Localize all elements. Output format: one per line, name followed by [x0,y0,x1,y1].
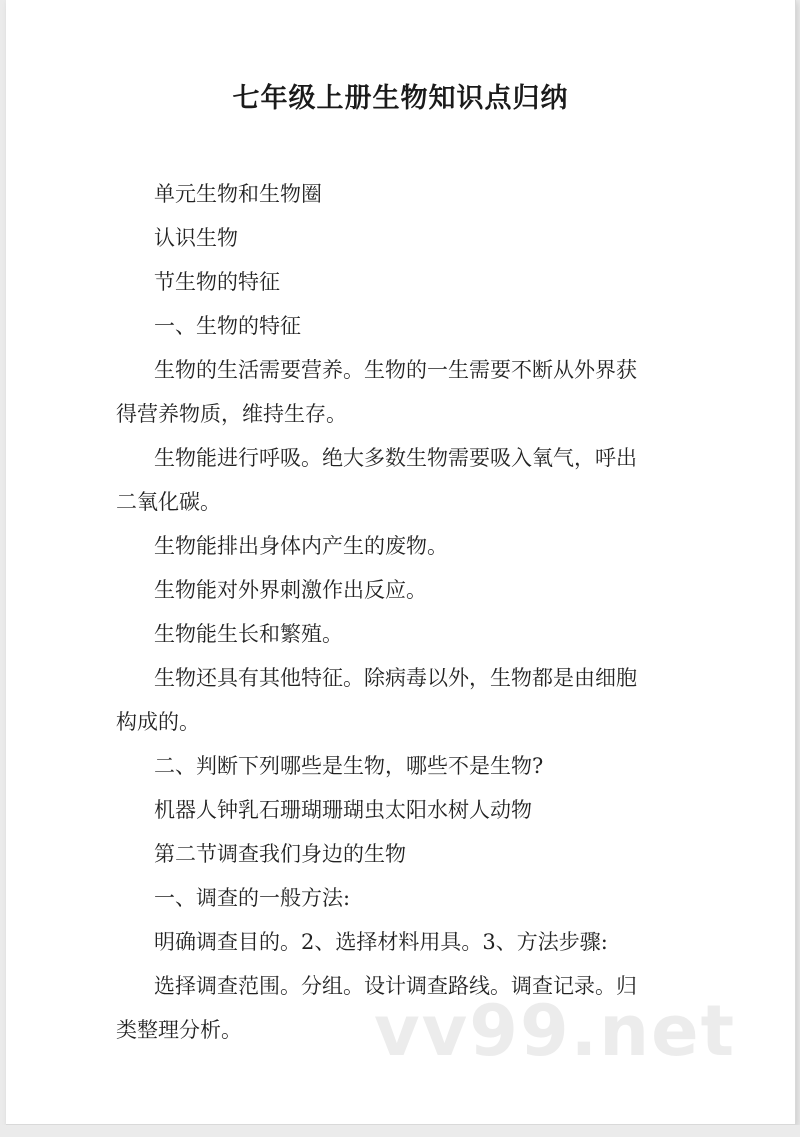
paragraph-line: 生物还具有其他特征。除病毒以外，生物都是由细胞 [154,666,637,690]
paragraph [6,876,795,920]
paragraph-line: 节生物的特征 [154,270,280,294]
paragraph-line: 一、生物的特征 [154,314,301,338]
paragraph-line: 认识生物 [154,226,238,250]
page-bottom-gap [0,1125,800,1137]
paragraph-line: 明确调查目的。2、选择材料用具。3、方法步骤: [154,930,608,954]
paragraph-line: 生物能进行呼吸。绝大多数生物需要吸入氧气，呼出 [154,446,637,470]
paragraph [6,612,795,656]
paragraph-line: 选择调查范围。分组。设计调查路线。调查记录。归 [154,974,637,998]
paragraph [6,216,795,260]
paragraph [6,656,795,744]
paragraph-line: 二、判断下列哪些是生物，哪些不是生物? [154,754,544,778]
paragraph [6,524,795,568]
paragraph-line: 类整理分析。 [116,1018,242,1042]
paragraph [6,832,795,876]
paragraph-line: 得营养物质，维持生存。 [116,402,347,426]
paragraph [6,788,795,832]
watermark: vv99.net [374,990,737,1072]
paragraph-line: 二氧化碳。 [116,490,221,514]
paragraph-line: 一、调查的一般方法: [154,886,351,910]
paragraph-line: 生物能生长和繁殖。 [154,622,343,646]
paragraph [6,568,795,612]
document-page [6,0,796,1125]
paragraph [6,348,795,436]
document-title: 七年级上册生物知识点归纳 [232,83,569,114]
paragraph-line: 生物的生活需要营养。生物的一生需要不断从外界获 [154,358,637,382]
paragraph [6,172,795,216]
paragraph-line: 生物能排出身体内产生的废物。 [154,534,448,558]
paragraph [6,260,795,304]
document-body [6,172,795,1052]
paragraph-line: 第二节调查我们身边的生物 [154,842,406,866]
paragraph-line: 构成的。 [116,710,200,734]
paragraph-line: 生物能对外界刺激作出反应。 [154,578,427,602]
paragraph [6,304,795,348]
paragraph-line: 机器人钟乳石珊瑚珊瑚虫太阳水树人动物 [154,798,532,822]
paragraph [6,436,795,524]
paragraph-line: 单元生物和生物圈 [154,182,322,206]
paragraph [6,744,795,788]
paragraph [6,920,795,964]
